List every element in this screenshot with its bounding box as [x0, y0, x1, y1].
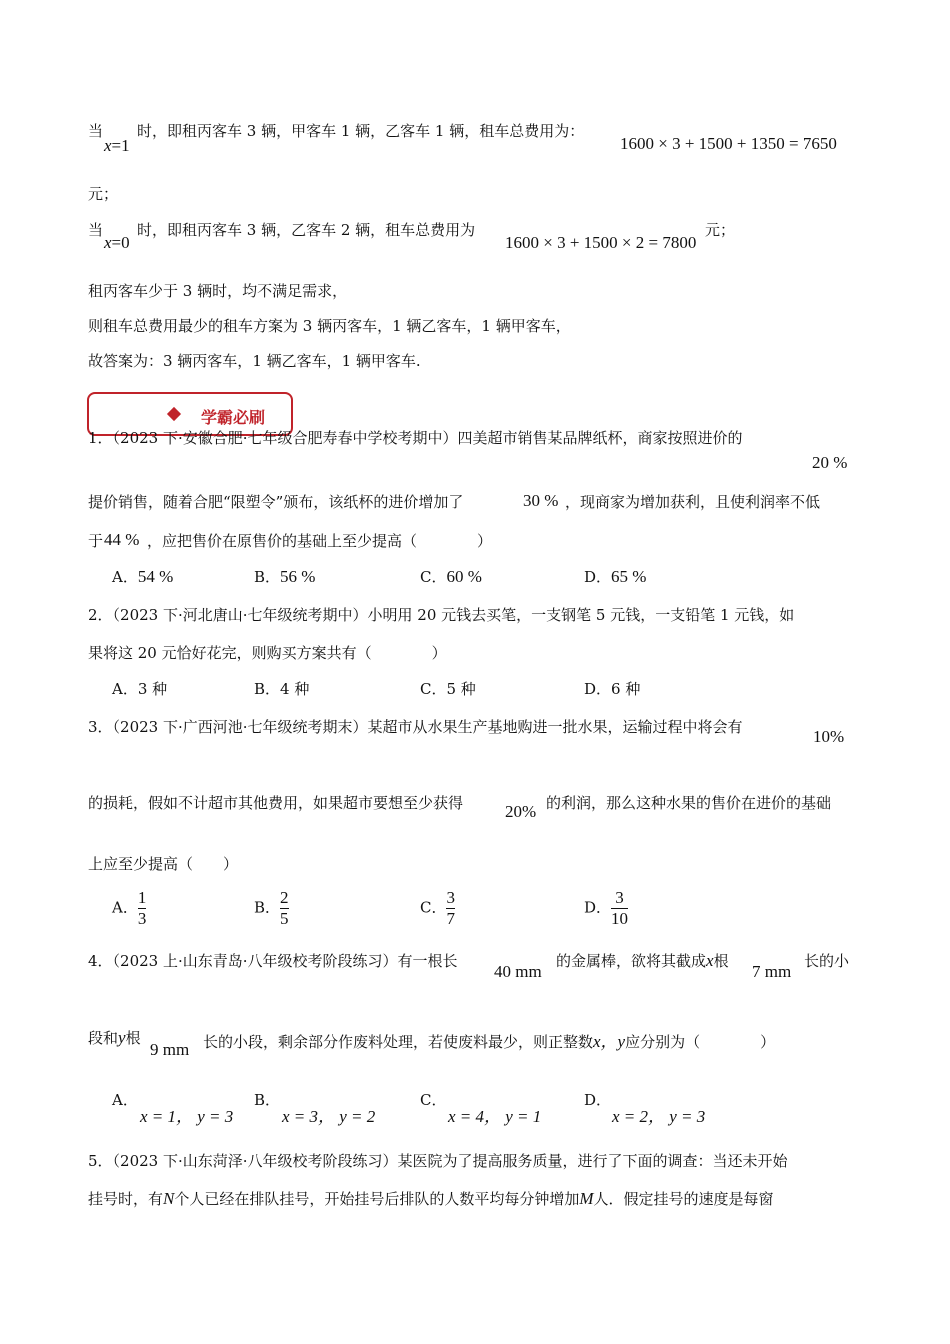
q4-line-1b — [556, 950, 729, 971]
denominator: 3 — [137, 909, 147, 928]
q3-option-a[interactable] — [112, 888, 146, 929]
option-letter: A． — [112, 568, 138, 586]
text: 挂号时，有 — [88, 1190, 164, 1208]
q4-option-d[interactable] — [584, 1089, 611, 1110]
text: 提价销售，随着合肥“限塑令”颁布，该纸杯的进价增加了 — [88, 493, 464, 511]
math-var: x — [104, 233, 112, 252]
q4-math-9mm: 9 mm — [150, 1040, 190, 1059]
option-letter: D． — [584, 1091, 612, 1109]
option-letter: A． — [112, 898, 138, 917]
text: 的金属棒，欲将其截成 — [556, 952, 707, 970]
q3-line-2a: 的损耗，假如不计超市其他费用，如果超市要想至少获得 — [88, 794, 464, 812]
q2-option-a[interactable] — [112, 678, 167, 699]
text: 当 — [88, 122, 104, 140]
math-x-eq-1 — [104, 136, 130, 156]
text: 长的小段，剩余部分作废料处理，若使废料最少，则正整数 — [203, 1033, 594, 1051]
q1-line-2b: ，现商家为增加获利，且使利润率不低 — [565, 493, 821, 511]
q4-option-d-value: x = 2， y = 3 — [612, 1107, 706, 1126]
q4-line-2a — [88, 1027, 141, 1048]
option-letter: A． — [112, 1091, 138, 1109]
section-banner-label: 学霸必刷 — [201, 408, 266, 427]
option-value: 56 % — [280, 567, 316, 586]
q3-option-d[interactable] — [584, 888, 628, 929]
solution-line-2-text: 时，即租丙客车 3 辆，乙客车 2 辆，租车总费用为 — [137, 221, 476, 239]
q4-line-1a: 4．（2023 上·山东青岛·八年级校考阶段练习）有一根长 — [88, 952, 458, 970]
option-value: 4 种 — [280, 680, 310, 698]
option-letter: A． — [112, 680, 138, 698]
denominator: 5 — [280, 909, 289, 928]
q2-option-d[interactable] — [584, 678, 640, 699]
q4-option-b-value: x = 3， y = 2 — [282, 1107, 376, 1126]
math-var: x，y — [593, 1032, 626, 1051]
math-var: x — [104, 136, 112, 155]
text: 应分别为（ ） — [625, 1033, 776, 1051]
numerator: 1 — [137, 888, 147, 907]
q1-math-30pct: 30 % — [523, 491, 559, 510]
q1-math-20pct: 20 % — [812, 453, 848, 472]
option-letter: D． — [584, 898, 612, 917]
math-var: y — [118, 1028, 126, 1047]
diamond-icon — [167, 407, 181, 421]
math-x-eq-0 — [104, 233, 130, 253]
q1-line-2 — [88, 491, 463, 512]
math-var: N — [163, 1189, 175, 1208]
option-value: 3 种 — [137, 680, 168, 698]
solution-line-4: 则租车总费用最少的租车方案为 3 辆丙客车，1 辆乙客车，1 辆甲客车， — [88, 317, 571, 335]
q1-option-d[interactable] — [584, 566, 646, 587]
solution-expr-1: 1600 × 3 + 1500 + 1350 = 7650 — [620, 134, 837, 153]
q5-line-2 — [88, 1188, 774, 1209]
q2-line-2: 果将这 20 元恰好花完，则购买方案共有（ ） — [88, 644, 447, 662]
math-var: x — [706, 951, 714, 970]
denominator: 7 — [446, 909, 455, 928]
option-letter: B． — [254, 898, 281, 917]
solution-line-3: 租丙客车少于 3 辆时，均不满足需求， — [88, 282, 348, 300]
q2-option-b[interactable] — [254, 678, 309, 699]
solution-line-1 — [88, 120, 103, 141]
option-letter: D． — [584, 680, 612, 698]
q2-line-1: 2．（2023 下·河北唐山·七年级统考期中）小明用 20 元钱去买笔，一支钢笔 5 元钱，一支铅笔 1 元钱，如 — [88, 606, 795, 624]
text: 人．假定挂号的速度是每窗 — [593, 1190, 774, 1208]
solution-unit-1: 元； — [88, 185, 119, 203]
solution-unit-2: 元； — [705, 221, 736, 239]
solution-line-2: 当 — [88, 221, 104, 239]
text: 根 — [713, 952, 729, 970]
q3-option-c[interactable] — [420, 888, 455, 929]
q4-option-c[interactable] — [420, 1089, 446, 1110]
option-letter: D． — [584, 568, 612, 586]
numerator: 2 — [280, 888, 289, 907]
text: 个人已经在排队挂号，开始挂号后排队的人数平均每分钟增加 — [174, 1190, 580, 1208]
numerator: 3 — [615, 888, 624, 907]
q3-line-1: 3．（2023 下·广西河池·七年级统考期末）某超市从水果生产基地购进一批水果，运输过程中将会有 — [88, 718, 743, 736]
solution-line-1-text — [137, 120, 584, 141]
option-value: 54 % — [137, 567, 174, 586]
q4-line-1d: 长的小 — [804, 952, 850, 970]
q4-math-40mm: 40 mm — [494, 962, 542, 981]
option-value: 65 % — [611, 567, 647, 586]
q3-math-20pct: 20% — [505, 802, 537, 821]
fraction — [138, 888, 147, 929]
math-var: M — [579, 1189, 594, 1208]
q4-option-a[interactable] — [112, 1089, 138, 1110]
option-letter: C． — [420, 680, 447, 698]
option-value: 5 种 — [446, 680, 476, 698]
q4-line-2c — [203, 1027, 775, 1052]
solution-expr-2: 1600 × 3 + 1500 × 2 = 7800 — [505, 233, 697, 252]
q4-option-b[interactable] — [254, 1089, 280, 1110]
q3-option-b[interactable] — [254, 888, 289, 929]
denominator: 10 — [611, 909, 629, 928]
option-letter: B． — [254, 568, 281, 586]
q1-option-b[interactable] — [254, 566, 315, 587]
option-letter: C． — [420, 898, 447, 917]
numerator: 3 — [446, 888, 455, 907]
option-letter: C． — [420, 1091, 447, 1109]
q1-option-c[interactable] — [420, 566, 482, 587]
q5-line-1: 5．（2023 下·山东菏泽·八年级校考阶段练习）某医院为了提高服务质量，进行了下面的调查：当还未开始 — [88, 1152, 788, 1170]
q1-option-a[interactable] — [112, 566, 173, 587]
q1-math-44pct: 44 % — [104, 530, 140, 549]
q1-line-1: 1．（2023 下·安徽合肥·七年级合肥寿春中学校考期中）四美超市销售某品牌纸杯，商家按照进价的 — [88, 429, 743, 447]
math-eq: =1 — [111, 136, 130, 155]
q3-line-2b: 的利润，那么这种水果的售价在进价的基础 — [546, 794, 832, 812]
text: 时，即租丙客车 3 辆，甲客车 1 辆，乙客车 1 辆，租车总费用为： — [137, 122, 585, 140]
fraction — [611, 888, 628, 929]
q4-option-a-value: x = 1， y = 3 — [140, 1107, 234, 1126]
q4-option-c-value: x = 4， y = 1 — [448, 1107, 542, 1126]
q3-line-3: 上应至少提高（ ） — [88, 855, 239, 873]
option-letter: B． — [254, 680, 281, 698]
q3-math-10pct: 10% — [813, 727, 845, 746]
option-letter: C． — [420, 568, 447, 586]
fraction — [280, 888, 289, 929]
text: 段和 — [88, 1029, 119, 1047]
fraction — [446, 888, 455, 929]
q1-line-3a: 于 — [88, 532, 104, 550]
q1-line-3b: ，应把售价在原售价的基础上至少提高（ ） — [147, 532, 493, 550]
math-eq: =0 — [111, 233, 130, 252]
option-value: 60 % — [446, 567, 482, 586]
q4-math-7mm: 7 mm — [752, 962, 792, 981]
option-value: 6 种 — [611, 680, 641, 698]
option-letter: B． — [254, 1091, 281, 1109]
solution-line-5: 故答案为：3 辆丙客车，1 辆乙客车，1 辆甲客车. — [88, 352, 421, 370]
text: 根 — [125, 1029, 141, 1047]
q2-option-c[interactable] — [420, 678, 476, 699]
